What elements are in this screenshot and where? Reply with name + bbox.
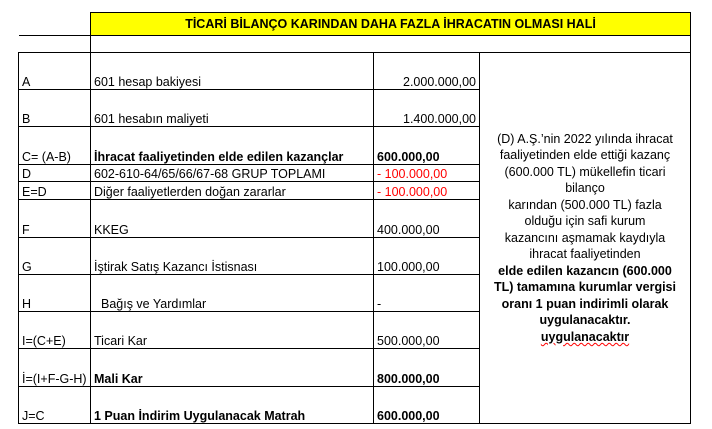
row-label-cell[interactable]: 601 hesap bakiyesi (91, 53, 374, 90)
row-code-cell[interactable]: A (19, 53, 91, 90)
row-value-cell[interactable]: 100.000,00 (374, 238, 480, 275)
row-label-cell[interactable]: 1 Puan İndirim Uygulanacak Matrah (91, 387, 374, 424)
row-label-cell[interactable]: Bağış ve Yardımlar (91, 275, 374, 312)
row-code-cell[interactable]: G (19, 238, 91, 275)
sheet-title[interactable]: TİCARİ BİLANÇO KARINDAN DAHA FAZLA İHRACATIN OLMASI HALİ (91, 13, 691, 36)
row-code-cell[interactable]: H (19, 275, 91, 312)
row-code-cell[interactable]: İ=(I+F-G-H) (19, 349, 91, 387)
row-label-cell[interactable]: KKEG (91, 200, 374, 238)
note-line-bold: TL) tamamına kurumlar vergisi (493, 280, 676, 295)
row-code-cell[interactable]: I=(C+E) (19, 312, 91, 349)
note-line-bold: oranı 1 puan indirimli olarak (501, 296, 669, 311)
row-label-cell[interactable]: İştirak Satış Kazancı İstisnası (91, 238, 374, 275)
note-line: (600.000 TL) mükellefin ticari (504, 164, 666, 179)
note-line: ihracat faaliyetinden (529, 247, 641, 262)
row-value-cell[interactable]: 1.400.000,00 (374, 90, 480, 127)
row-value-cell[interactable]: 800.000,00 (374, 349, 480, 387)
row-label-cell[interactable]: Ticari Kar (91, 312, 374, 349)
row-code-cell[interactable]: D (19, 165, 91, 182)
row-value-cell[interactable]: 400.000,00 (374, 200, 480, 238)
empty-corner-cell (19, 36, 91, 53)
explanation-note-cell[interactable] (480, 53, 691, 424)
note-line: karından (500.000 TL) fazla (508, 197, 662, 212)
note-line: (D) A.Ş.’nin 2022 yılında ihracat (497, 131, 673, 146)
row-label-cell[interactable]: 602-610-64/65/66/67-68 GRUP TOPLAMI (91, 165, 374, 182)
row-value-cell[interactable]: 2.000.000,00 (374, 53, 480, 90)
row-label-cell[interactable]: Diğer faaliyetlerden doğan zararlar (91, 182, 374, 200)
note-line: bilanço (565, 181, 605, 196)
row-value-cell[interactable]: - (374, 275, 480, 312)
empty-header-cell[interactable] (91, 36, 691, 53)
row-label-cell[interactable]: 601 hesabın maliyeti (91, 90, 374, 127)
row-value-cell[interactable]: 500.000,00 (374, 312, 480, 349)
row-value-cell[interactable]: - 100.000,00 (374, 165, 480, 182)
row-label-cell[interactable]: Mali Kar (91, 349, 374, 387)
note-line-bold: uygulanacaktır (540, 329, 630, 344)
row-code-cell[interactable]: J=C (19, 387, 91, 424)
note-line-bold: uygulanacaktır. (539, 313, 631, 328)
note-line: olduğu için safi kurum (524, 214, 646, 229)
row-value-cell[interactable]: 600.000,00 (374, 387, 480, 424)
row-code-cell[interactable]: B (19, 90, 91, 127)
row-value-cell[interactable]: 600.000,00 (374, 127, 480, 165)
note-line-bold: elde edilen kazancın (600.000 (498, 263, 672, 278)
empty-corner-cell (19, 13, 91, 36)
note-line: faaliyetinden elde ettiği kazanç (499, 148, 671, 163)
row-code-cell[interactable]: C= (A-B) (19, 127, 91, 165)
row-code-cell[interactable]: F (19, 200, 91, 238)
row-value-cell[interactable]: - 100.000,00 (374, 182, 480, 200)
spreadsheet-table (18, 12, 691, 424)
note-line: kazancını aşmamak kaydıyla (504, 230, 666, 245)
row-code-cell[interactable]: E=D (19, 182, 91, 200)
row-label-cell[interactable]: İhracat faaliyetinden elde edilen kazançlar (91, 127, 374, 165)
